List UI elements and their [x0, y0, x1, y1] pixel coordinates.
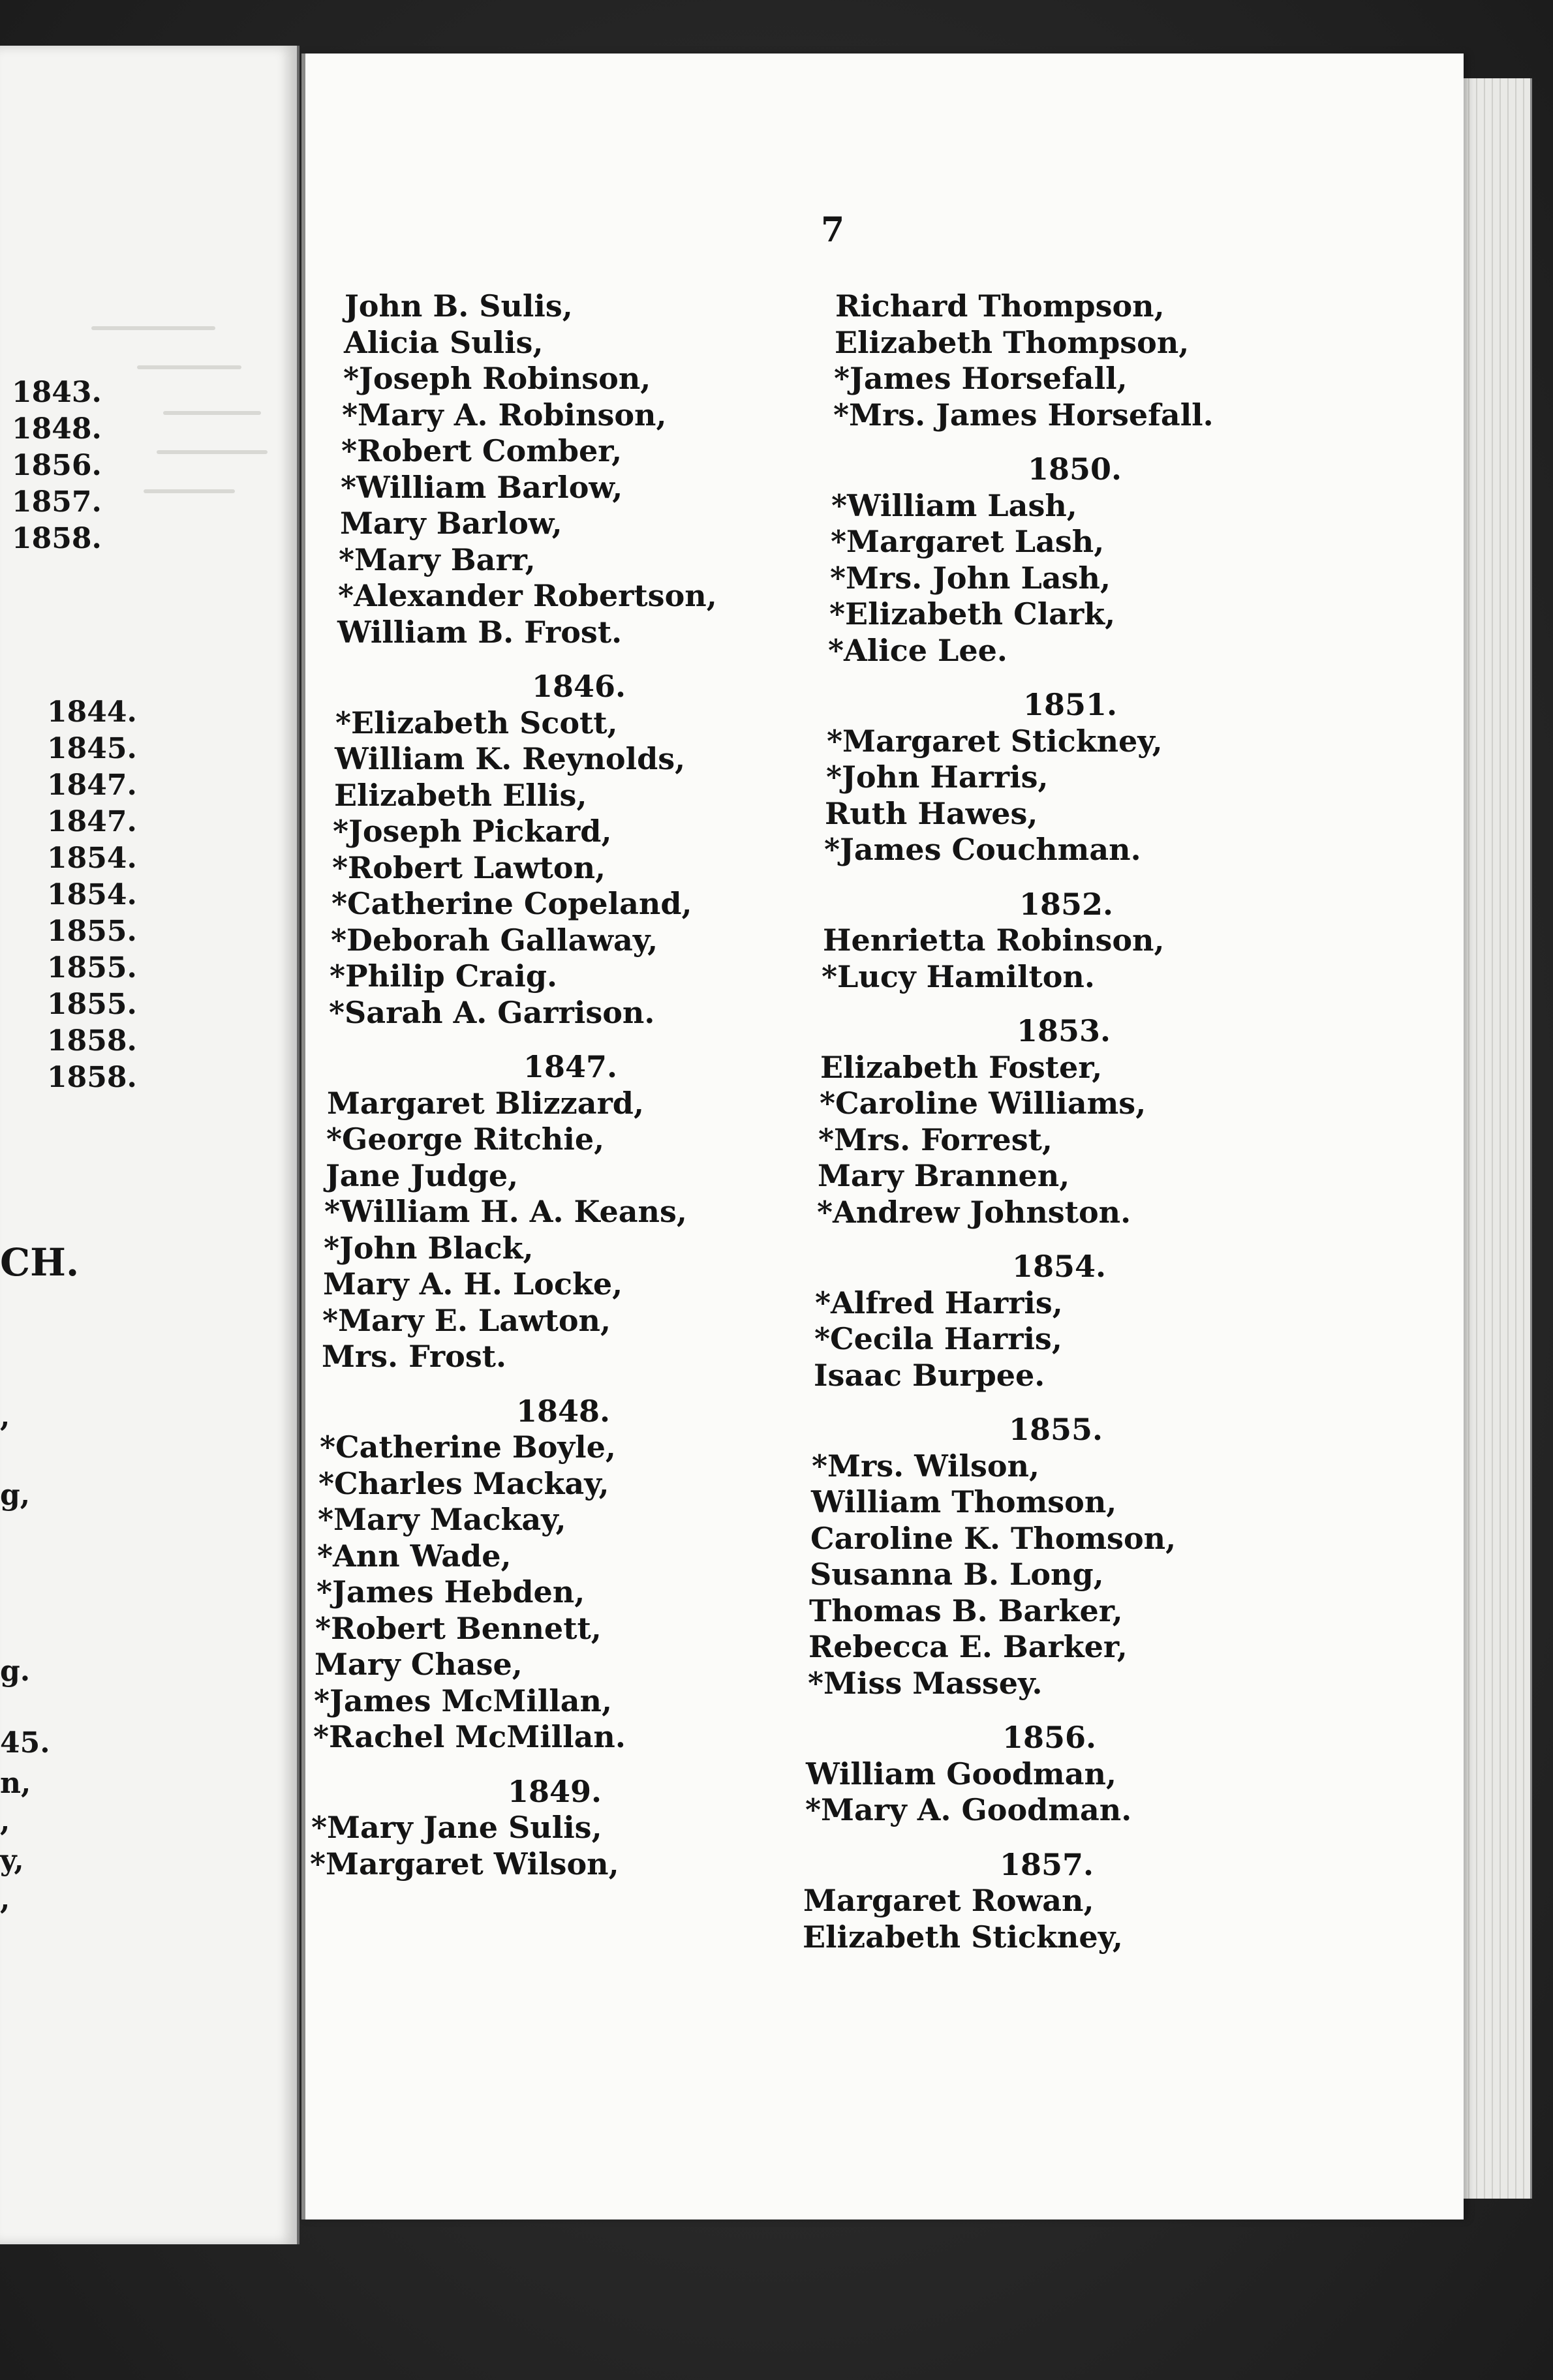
year-heading: 1846.: [532, 669, 626, 704]
member-name: Elizabeth Stickney,: [803, 1919, 1123, 1955]
member-name: *Elizabeth Scott,: [335, 705, 618, 740]
left-year: 1858.: [47, 1061, 137, 1094]
member-name: Elizabeth Foster,: [820, 1049, 1103, 1085]
member-name: Mary Chase,: [315, 1647, 523, 1682]
member-name: Richard Thompson,: [835, 288, 1165, 324]
left-year: 1854.: [47, 878, 137, 911]
member-name: Margaret Blizzard,: [327, 1085, 644, 1121]
member-name: Mrs. Frost.: [322, 1339, 507, 1374]
member-name: *Ann Wade,: [317, 1538, 512, 1574]
member-name: *Rachel McMillan.: [313, 1719, 626, 1754]
member-name: Ruth Hawes,: [825, 795, 1038, 831]
member-name: *John Black,: [324, 1230, 534, 1266]
year-heading: 1850.: [1028, 451, 1122, 487]
member-name: *Margaret Wilson,: [310, 1846, 619, 1882]
left-year: 1856.: [12, 449, 102, 482]
text-fragment: 45.: [0, 1726, 50, 1760]
member-name: William K. Reynolds,: [335, 741, 686, 776]
member-name: Isaac Burpee.: [814, 1357, 1045, 1393]
member-name: *Mrs. Wilson,: [812, 1448, 1039, 1484]
member-name: *Alice Lee.: [828, 632, 1007, 668]
faint-bleed-text: [157, 450, 268, 454]
member-name: Henrietta Robinson,: [823, 923, 1165, 958]
member-name: *James Hebden,: [316, 1574, 585, 1610]
left-year: 1857.: [12, 485, 102, 519]
member-name: *Mary A. Goodman.: [805, 1792, 1132, 1827]
member-name: *Margaret Stickney,: [827, 723, 1163, 759]
faint-bleed-text: [163, 411, 261, 415]
member-name: *Andrew Johnston.: [817, 1194, 1131, 1230]
member-name: *Robert Lawton,: [332, 849, 606, 885]
member-name: William Thomson,: [811, 1484, 1117, 1519]
left-year: 1858.: [12, 522, 102, 555]
left-year: 1843.: [12, 376, 102, 409]
year-heading: 1847.: [523, 1049, 618, 1084]
member-name: *Sarah A. Garrison.: [329, 994, 655, 1030]
member-name: *Elizabeth Clark,: [829, 596, 1116, 632]
text-fragment: ,: [0, 1805, 10, 1838]
member-name: Rebecca E. Barker,: [808, 1629, 1128, 1664]
member-name: *Margaret Lash,: [831, 524, 1105, 559]
member-name: *Joseph Robinson,: [343, 361, 651, 396]
member-name: William B. Frost.: [337, 614, 623, 650]
member-name: *John Harris,: [826, 759, 1049, 795]
left-year: 1858.: [47, 1024, 137, 1058]
year-heading: 1852.: [1019, 886, 1114, 922]
page-number: 7: [821, 210, 845, 250]
member-name: Elizabeth Thompson,: [835, 324, 1190, 360]
year-heading: 1848.: [516, 1393, 611, 1429]
member-name: *Miss Massey.: [808, 1665, 1043, 1701]
member-name: *Mary Barr,: [339, 542, 536, 577]
left-year: 1848.: [12, 412, 102, 446]
member-name: *Robert Bennett,: [315, 1610, 602, 1646]
member-name: *Catherine Copeland,: [331, 886, 692, 921]
faint-bleed-text: [137, 365, 241, 369]
member-name: *Mrs. Forrest,: [818, 1121, 1053, 1157]
member-name: *James McMillan,: [314, 1683, 613, 1718]
faint-bleed-text: [91, 326, 215, 330]
text-fragment: ,: [0, 1883, 10, 1916]
member-name: *James Horsefall,: [834, 361, 1128, 396]
member-name: Mary Brannen,: [818, 1158, 1070, 1193]
year-heading: 1854.: [1012, 1249, 1107, 1284]
member-name: *Alexander Robertson,: [338, 578, 717, 613]
member-name: Thomas B. Barker,: [809, 1593, 1123, 1628]
left-year: 1844.: [47, 695, 137, 729]
left-year: 1855.: [47, 988, 137, 1021]
member-name: *Mary E. Lawton,: [322, 1302, 611, 1338]
member-name: *Alfred Harris,: [815, 1285, 1063, 1320]
faint-bleed-text: [144, 489, 235, 493]
member-name: *William Barlow,: [341, 469, 623, 505]
member-name: Jane Judge,: [326, 1157, 519, 1193]
member-name: *George Ritchie,: [326, 1121, 605, 1157]
member-name: *Charles Mackay,: [318, 1465, 609, 1501]
member-name: *Philip Craig.: [330, 958, 557, 994]
member-name: *Mrs. John Lash,: [830, 560, 1111, 596]
member-name: *Caroline Williams,: [820, 1086, 1146, 1121]
year-heading: 1853.: [1017, 1013, 1111, 1048]
member-name: *Robert Comber,: [341, 433, 623, 468]
text-fragment: n,: [0, 1767, 31, 1800]
member-name: Elizabeth Ellis,: [334, 777, 587, 813]
left-year: 1855.: [47, 915, 137, 948]
member-name: *Mrs. James Horsefall.: [833, 397, 1214, 433]
year-heading: 1857.: [1000, 1846, 1094, 1882]
member-name: Caroline K. Thomson,: [810, 1520, 1176, 1556]
member-name: Alicia Sulis,: [344, 324, 544, 360]
member-name: *Mary Mackay,: [318, 1502, 566, 1537]
member-name: *Mary Jane Sulis,: [311, 1810, 602, 1845]
left-page: [0, 46, 300, 2244]
member-name: Mary Barlow,: [340, 506, 562, 541]
text-fragment: g,: [0, 1478, 31, 1512]
member-name: *James Couchman.: [824, 832, 1141, 867]
left-year: 1845.: [47, 732, 137, 765]
member-name: *William Lash,: [831, 487, 1077, 523]
year-heading: 1856.: [1002, 1720, 1097, 1755]
left-year: 1855.: [47, 951, 137, 984]
member-name: *Joseph Pickard,: [333, 814, 612, 849]
member-name: Margaret Rowan,: [803, 1883, 1094, 1918]
text-fragment: y,: [0, 1844, 24, 1877]
member-name: *Cecila Harris,: [814, 1321, 1062, 1356]
member-name: *Deborah Gallaway,: [331, 922, 658, 958]
member-name: Mary A. H. Locke,: [323, 1266, 623, 1302]
year-heading: 1855.: [1009, 1412, 1103, 1447]
member-name: *William H. A. Keans,: [324, 1194, 687, 1229]
left-year: 1854.: [47, 842, 137, 875]
member-name: John B. Sulis,: [345, 288, 573, 324]
member-name: William Goodman,: [806, 1756, 1116, 1792]
member-name: Susanna B. Long,: [810, 1557, 1104, 1592]
section-heading-fragment: CH.: [0, 1240, 80, 1285]
member-name: *Mary A. Robinson,: [342, 397, 667, 433]
left-year: 1847.: [47, 769, 137, 802]
member-name: *Lucy Hamilton.: [822, 958, 1095, 994]
left-year: 1847.: [47, 805, 137, 838]
member-name: *Catherine Boyle,: [320, 1429, 616, 1465]
text-fragment: ,: [0, 1400, 10, 1433]
text-fragment: g.: [0, 1655, 31, 1688]
year-heading: 1851.: [1023, 687, 1118, 722]
year-heading: 1849.: [508, 1773, 602, 1809]
